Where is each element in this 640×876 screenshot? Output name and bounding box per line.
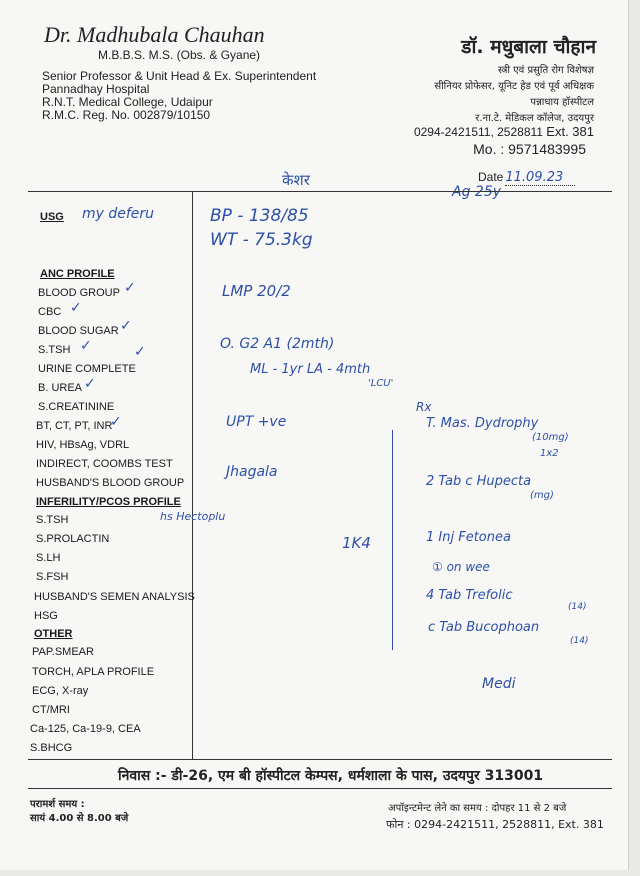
anc-item: S.CREATININE [38,401,115,413]
date-field: Date 11.09.23 [478,170,575,186]
header-phone: 0294-2421511, 2528811 Ext. 381 [413,124,594,139]
doctor-degrees: M.B.B.S. M.S. (Obs. & Gyane) [98,48,261,62]
patient-age: Ag 25y [452,184,502,200]
rx-item: c Tab Bucophoan [428,620,540,635]
doctor-name-hi: डॉ. मधुबाला चौहान [461,36,596,58]
infertility-item: S.PROLACTIN [36,533,110,545]
header-line-hi: स्त्री एवं प्रसुति रोग विशेषज्ञ [498,65,594,76]
other-item: CT/MRI [32,704,70,716]
lmp-note: LMP 20/2 [222,282,291,300]
check-mark: ✓ [80,338,92,354]
infertility-item: S.TSH [36,514,69,526]
infertility-item: S.LH [36,552,61,564]
anc-item: S.TSH [38,344,71,356]
anc-item: BT, CT, PT, INR [36,420,113,432]
header-line-en: R.N.T. Medical College, Udaipur [42,95,213,109]
column-divider [192,191,193,759]
check-mark: ✓ [84,376,96,392]
rx-item: 1 Inj Fetonea [426,530,511,545]
header-mobile: Mo. : 9571483995 [473,141,586,157]
residence-address: निवास :- डी-26, एम बी हॉस्पीटल केम्पस, धर्मशाला के पास, उदयपुर 313001 [118,768,544,784]
infertility-title: INFERILITY/PCOS PROFILE [36,496,181,508]
anc-profile-title: ANC PROFILE [40,268,115,280]
infertility-item: HUSBAND'S SEMEN ANALYSIS [34,591,195,603]
other-item: PAP.SMEAR [32,646,94,658]
other-title: OTHER [34,628,73,640]
anc-item: URINE COMPLETE [38,363,136,375]
bp-reading: BP - 138/85 [210,206,309,226]
rx-item: Medi [482,676,516,692]
check-mark: ✓ [120,318,132,334]
check-mark: ✓ [134,344,146,360]
header-line-en: Pannadhay Hospital [42,82,150,96]
header-line-hi: र.ना.टे. मेडिकल कॉलेज, उदयपुर [475,113,594,124]
obstetric-history: O. G2 A1 (2mth) [220,336,335,352]
rx-item-detail: (10mg) [532,432,569,443]
infertility-item: HSG [34,610,58,622]
footer-phone: फोन : 0294-2421511, 2528811, Ext. 381 [386,818,604,831]
patient-name: केशर [282,171,310,189]
anc-item: CBC [38,306,62,318]
other-item: TORCH, APLA PROFILE [32,666,155,678]
duration-note: 1K4 [342,534,371,552]
rx-item-detail: 1x2 [540,448,559,459]
rx-item: 2 Tab c Hupecta [426,474,532,489]
ml-note: ML - 1yr LA - 4mth [250,362,371,377]
anc-item: B. UREA [38,382,83,394]
usg-note: my deferu [82,206,155,222]
check-mark: ✓ [124,280,136,296]
rx-margin-line [392,430,393,650]
doctor-name-en: Dr. Madhubala Chauhan [44,22,265,47]
header-line-en: R.M.C. Reg. No. 002879/10150 [42,108,211,122]
rx-item-detail: (14) [568,602,587,612]
appointment-time: अपॉइन्टमेन्ट लेने का समय : दोपहर 11 से 2 बजे [388,803,567,814]
rx-item-detail: (mg) [530,490,554,501]
consult-time: सायं 4.00 से 8.00 बजे [30,813,129,824]
consult-time-label: परामर्श समय : [30,799,85,810]
rx-item: T. Mas. Dydrophy [426,416,539,431]
other-item: S.BHCG [30,742,73,754]
top-divider [28,191,612,192]
usg-label: USG [40,211,64,223]
weight-reading: WT - 75.3kg [210,230,313,250]
other-item: Ca-125, Ca-19-9, CEA [30,723,141,735]
header-line-hi: पन्नाधाय हॉस्पीटल [530,97,594,108]
check-mark: ✓ [70,300,82,316]
footer-divider-top [28,759,612,760]
anc-item: HUSBAND'S BLOOD GROUP [36,477,185,489]
footer-divider-bottom [28,788,612,789]
header-line-hi: सीनियर प्रोफेसर, यूनिट हेड एवं पूर्व अधिक्षक [434,81,594,92]
rx-symbol: Rx [416,400,432,414]
side-note: hs Hectoplu [160,510,226,523]
ml-subnote: 'LCU' [368,378,394,389]
anc-item: BLOOD GROUP [38,287,120,299]
anc-item: HIV, HBsAg, VDRL [36,439,130,451]
anc-item: BLOOD SUGAR [38,325,119,337]
header-line-en: Senior Professor & Unit Head & Ex. Superintendent [42,69,317,83]
infertility-item: S.FSH [36,571,69,583]
clinical-note: Jhagala [226,464,278,480]
anc-item: INDIRECT, COOMBS TEST [36,458,173,470]
upt-result: UPT +ve [226,414,287,430]
rx-item: 4 Tab Trefolic [426,588,513,603]
rx-item-detail: (14) [570,636,589,646]
other-item: ECG, X-ray [32,685,89,697]
rx-item: ① on wee [432,560,490,574]
check-mark: ✓ [110,414,122,430]
